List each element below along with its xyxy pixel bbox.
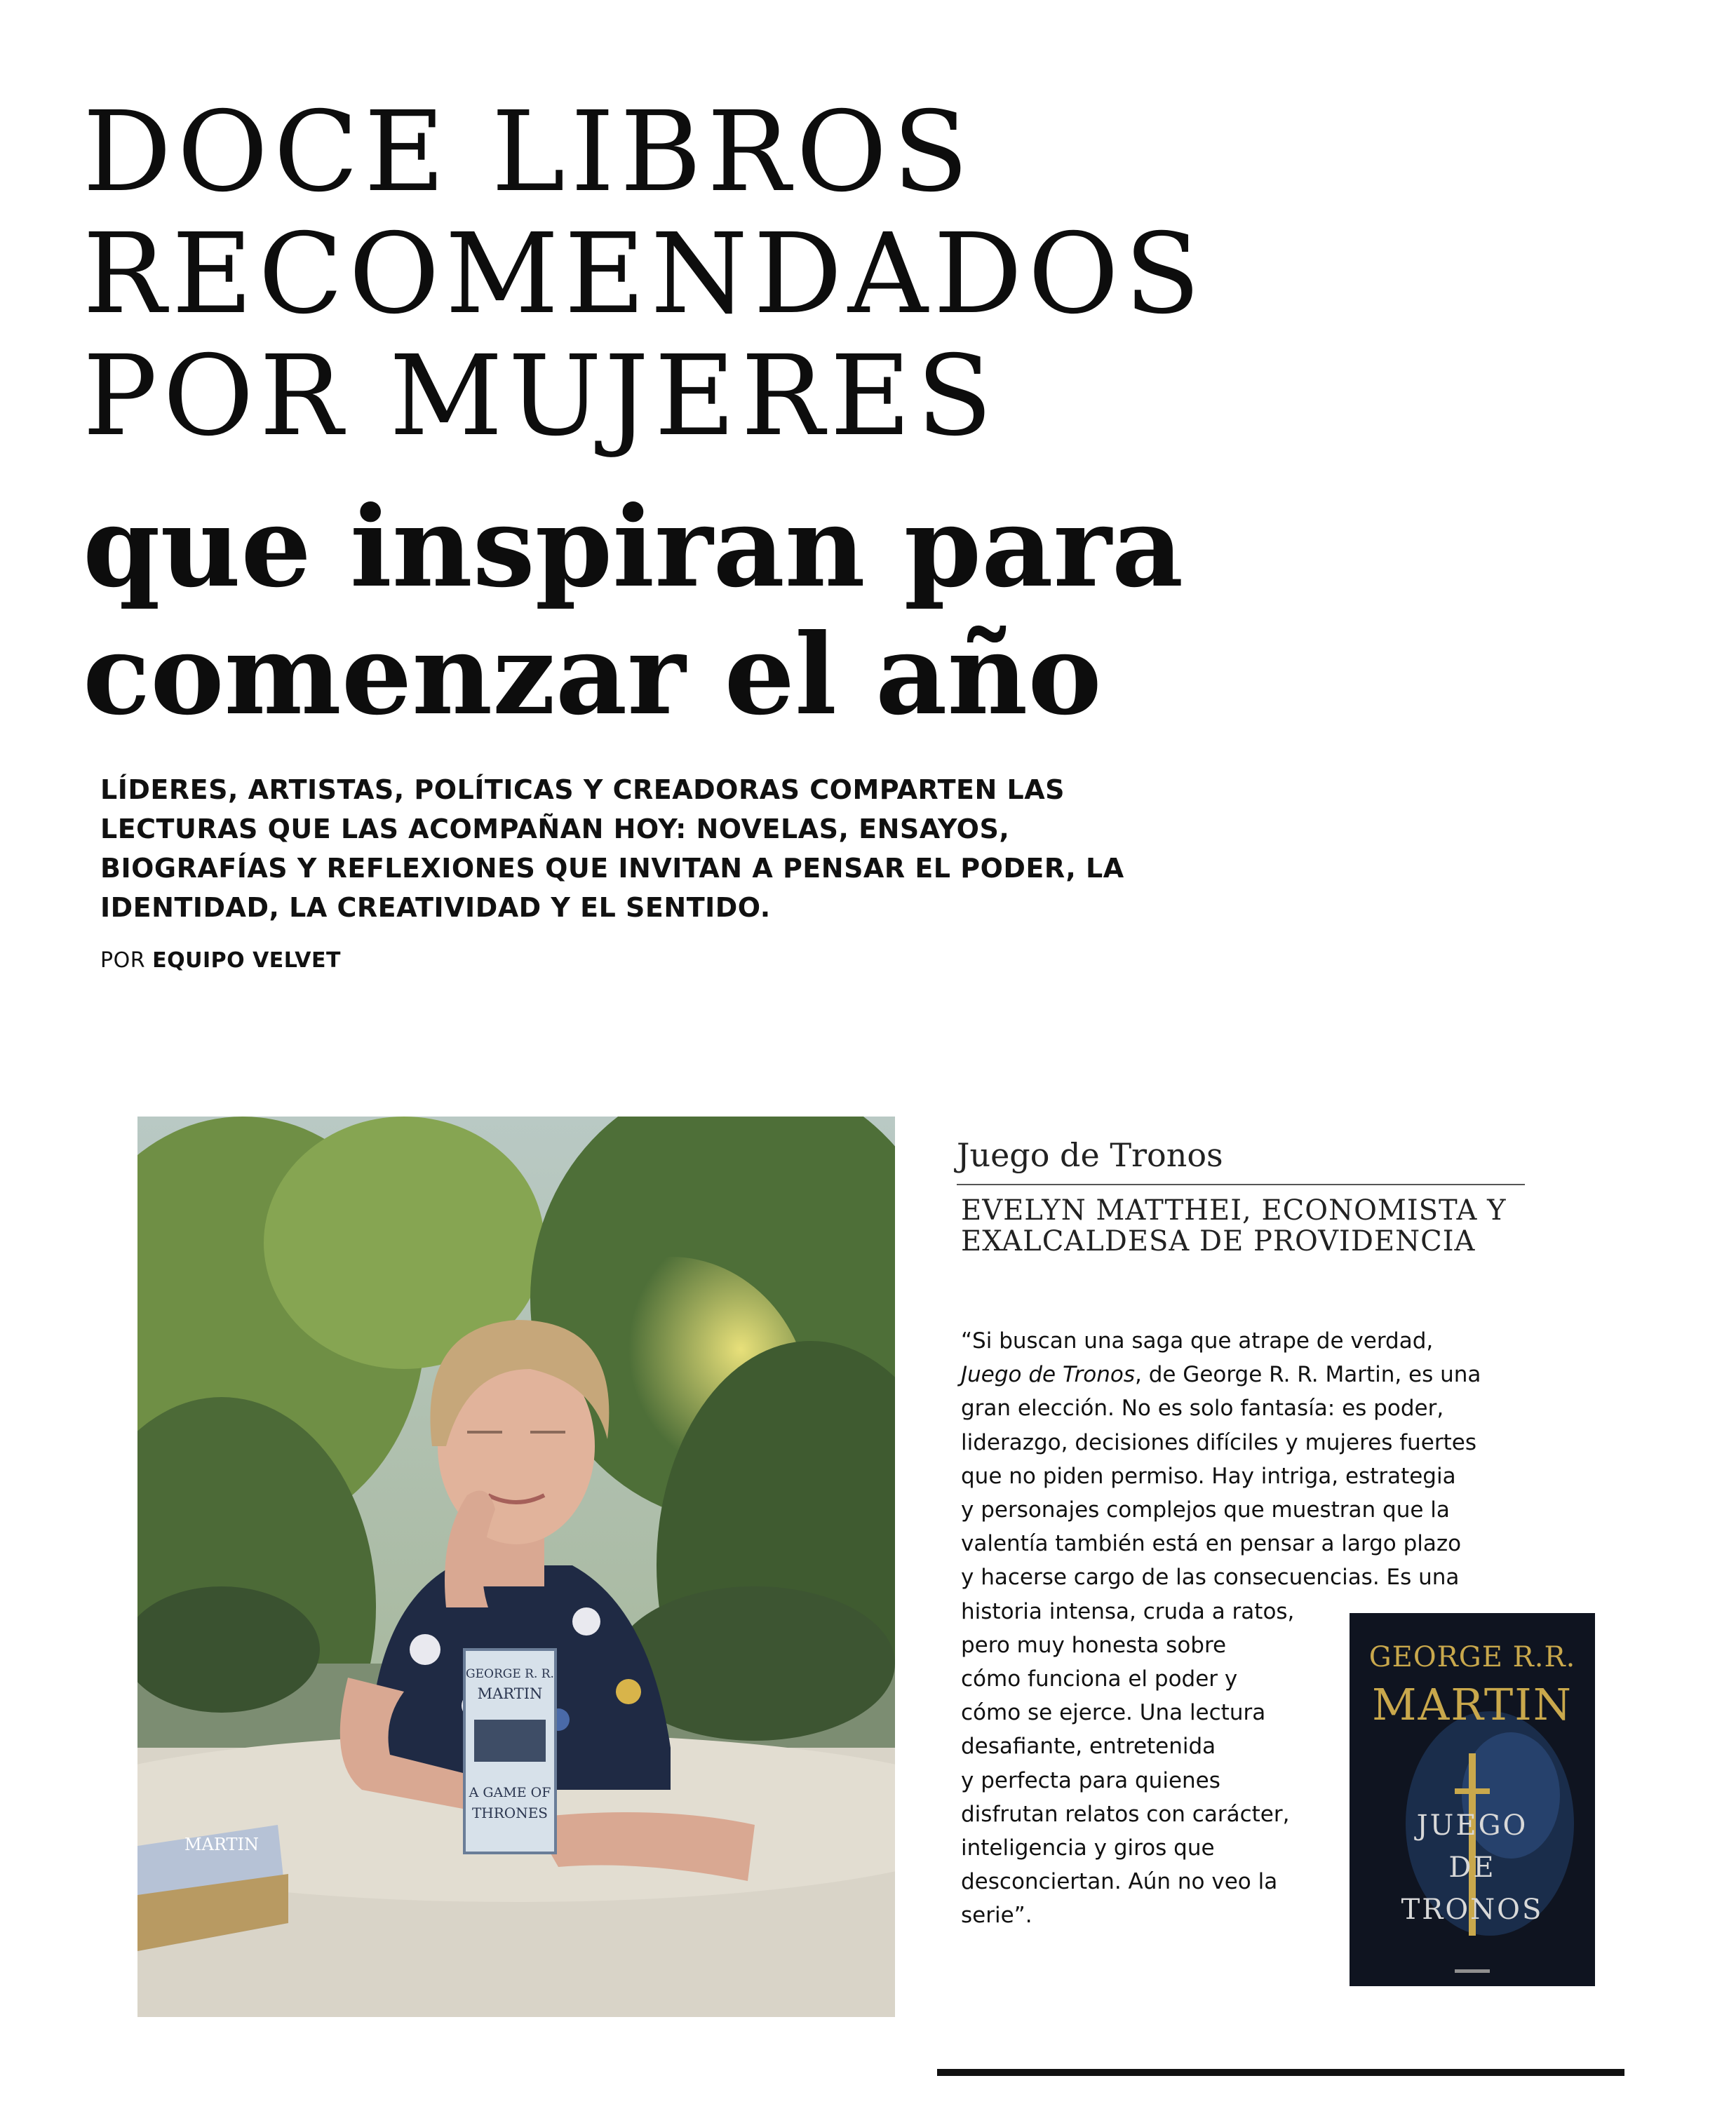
cover-title-line3: TRONOS [1401,1894,1544,1926]
cover-author-line2: MARTIN [1372,1679,1573,1730]
byline-author: EQUIPO VELVET [152,948,341,973]
quote-line: desconciertan. Aún no veo la [961,1869,1278,1895]
title-rule [957,1184,1525,1185]
quote-line [961,1358,1564,1391]
quote-line: “Si buscan una saga que atrape de verdad, [961,1328,1434,1354]
quote-line: disfrutan relatos con carácter, [961,1801,1290,1827]
quote-line: gran elección. No es solo fantasía: es poder, [961,1396,1444,1422]
headline-line-4: que inspiran para [83,483,1184,612]
quote-line: cómo se ejerce. Una lectura [961,1700,1266,1726]
quote-line: serie”. [961,1903,1032,1929]
byline [100,948,341,973]
book-cover [1350,1613,1595,1986]
headline-caps [83,88,1486,461]
bottom-divider [937,2069,1624,2076]
cover-author-line1: GEORGE R.R. [1368,1641,1576,1673]
cover-title-line1: JUEGO [1416,1809,1528,1842]
headline-lower [83,484,1345,739]
photo-side-book-author: MARTIN [184,1835,260,1854]
quote-line: y personajes complejos que muestran que la [961,1497,1450,1523]
quote-line: valentía también está en pensar a largo plazo [961,1531,1462,1557]
byline-prefix: POR [100,948,146,973]
quote-line: historia intensa, cruda a ratos, [961,1598,1295,1624]
quote-line: pero muy honesta sobre [961,1632,1227,1658]
deck-text: LÍDERES, ARTISTAS, POLÍTICAS Y CREADORAS COMPARTEN LAS LECTURAS QUE LAS ACOMPAÑAN HOY: NOVELAS, ENSAYOS, BIOGRAFÍAS Y REFLEXIONES QUE INVITAN A PENSAR EL PODER, LA IDENTIDAD, LA CREATIVIDAD Y EL SENTIDO. [100,774,1124,923]
quote-line: inteligencia y giros que [961,1835,1215,1861]
recommender-name: EVELYN MATTHEI, ECONOMISTA Y EXALCALDESA DE PROVIDENCIA [961,1194,1507,1257]
headline-line-3: POR MUJERES [83,332,998,461]
quote-line: cómo funciona el poder y [961,1666,1238,1692]
quote-line: y hacerse cargo de las consecuencias. Es una [961,1565,1460,1591]
quote-book-title: Juego de Tronos [961,1362,1135,1388]
headline-line-5: comenzar el año [83,610,1102,740]
cover-title-line2: DE [1448,1852,1496,1884]
headline-line-1: DOCE LIBROS [83,88,974,217]
quote-line: que no piden permiso. Hay intriga, estrategia [961,1463,1456,1489]
quote-line: y perfecta para quienes [961,1767,1220,1793]
photo-book-title-a: A GAME OF [469,1785,551,1800]
quote-line-rest: , de George R. R. Martin, es una [1134,1362,1481,1388]
quote-line: liderazgo, decisiones difíciles y mujeres fuertes [961,1429,1476,1455]
photo-book-title-b: THRONES [471,1805,549,1821]
book-title: Juego de Tronos [957,1136,1223,1174]
quote-line: desafiante, entretenida [961,1734,1216,1760]
portrait-photo [137,1117,895,2017]
photo-book-author-b: MARTIN [477,1685,543,1702]
photo-book-author-a: GEORGE R. R. [466,1667,554,1681]
headline-line-2: RECOMENDADOS [83,210,1206,339]
